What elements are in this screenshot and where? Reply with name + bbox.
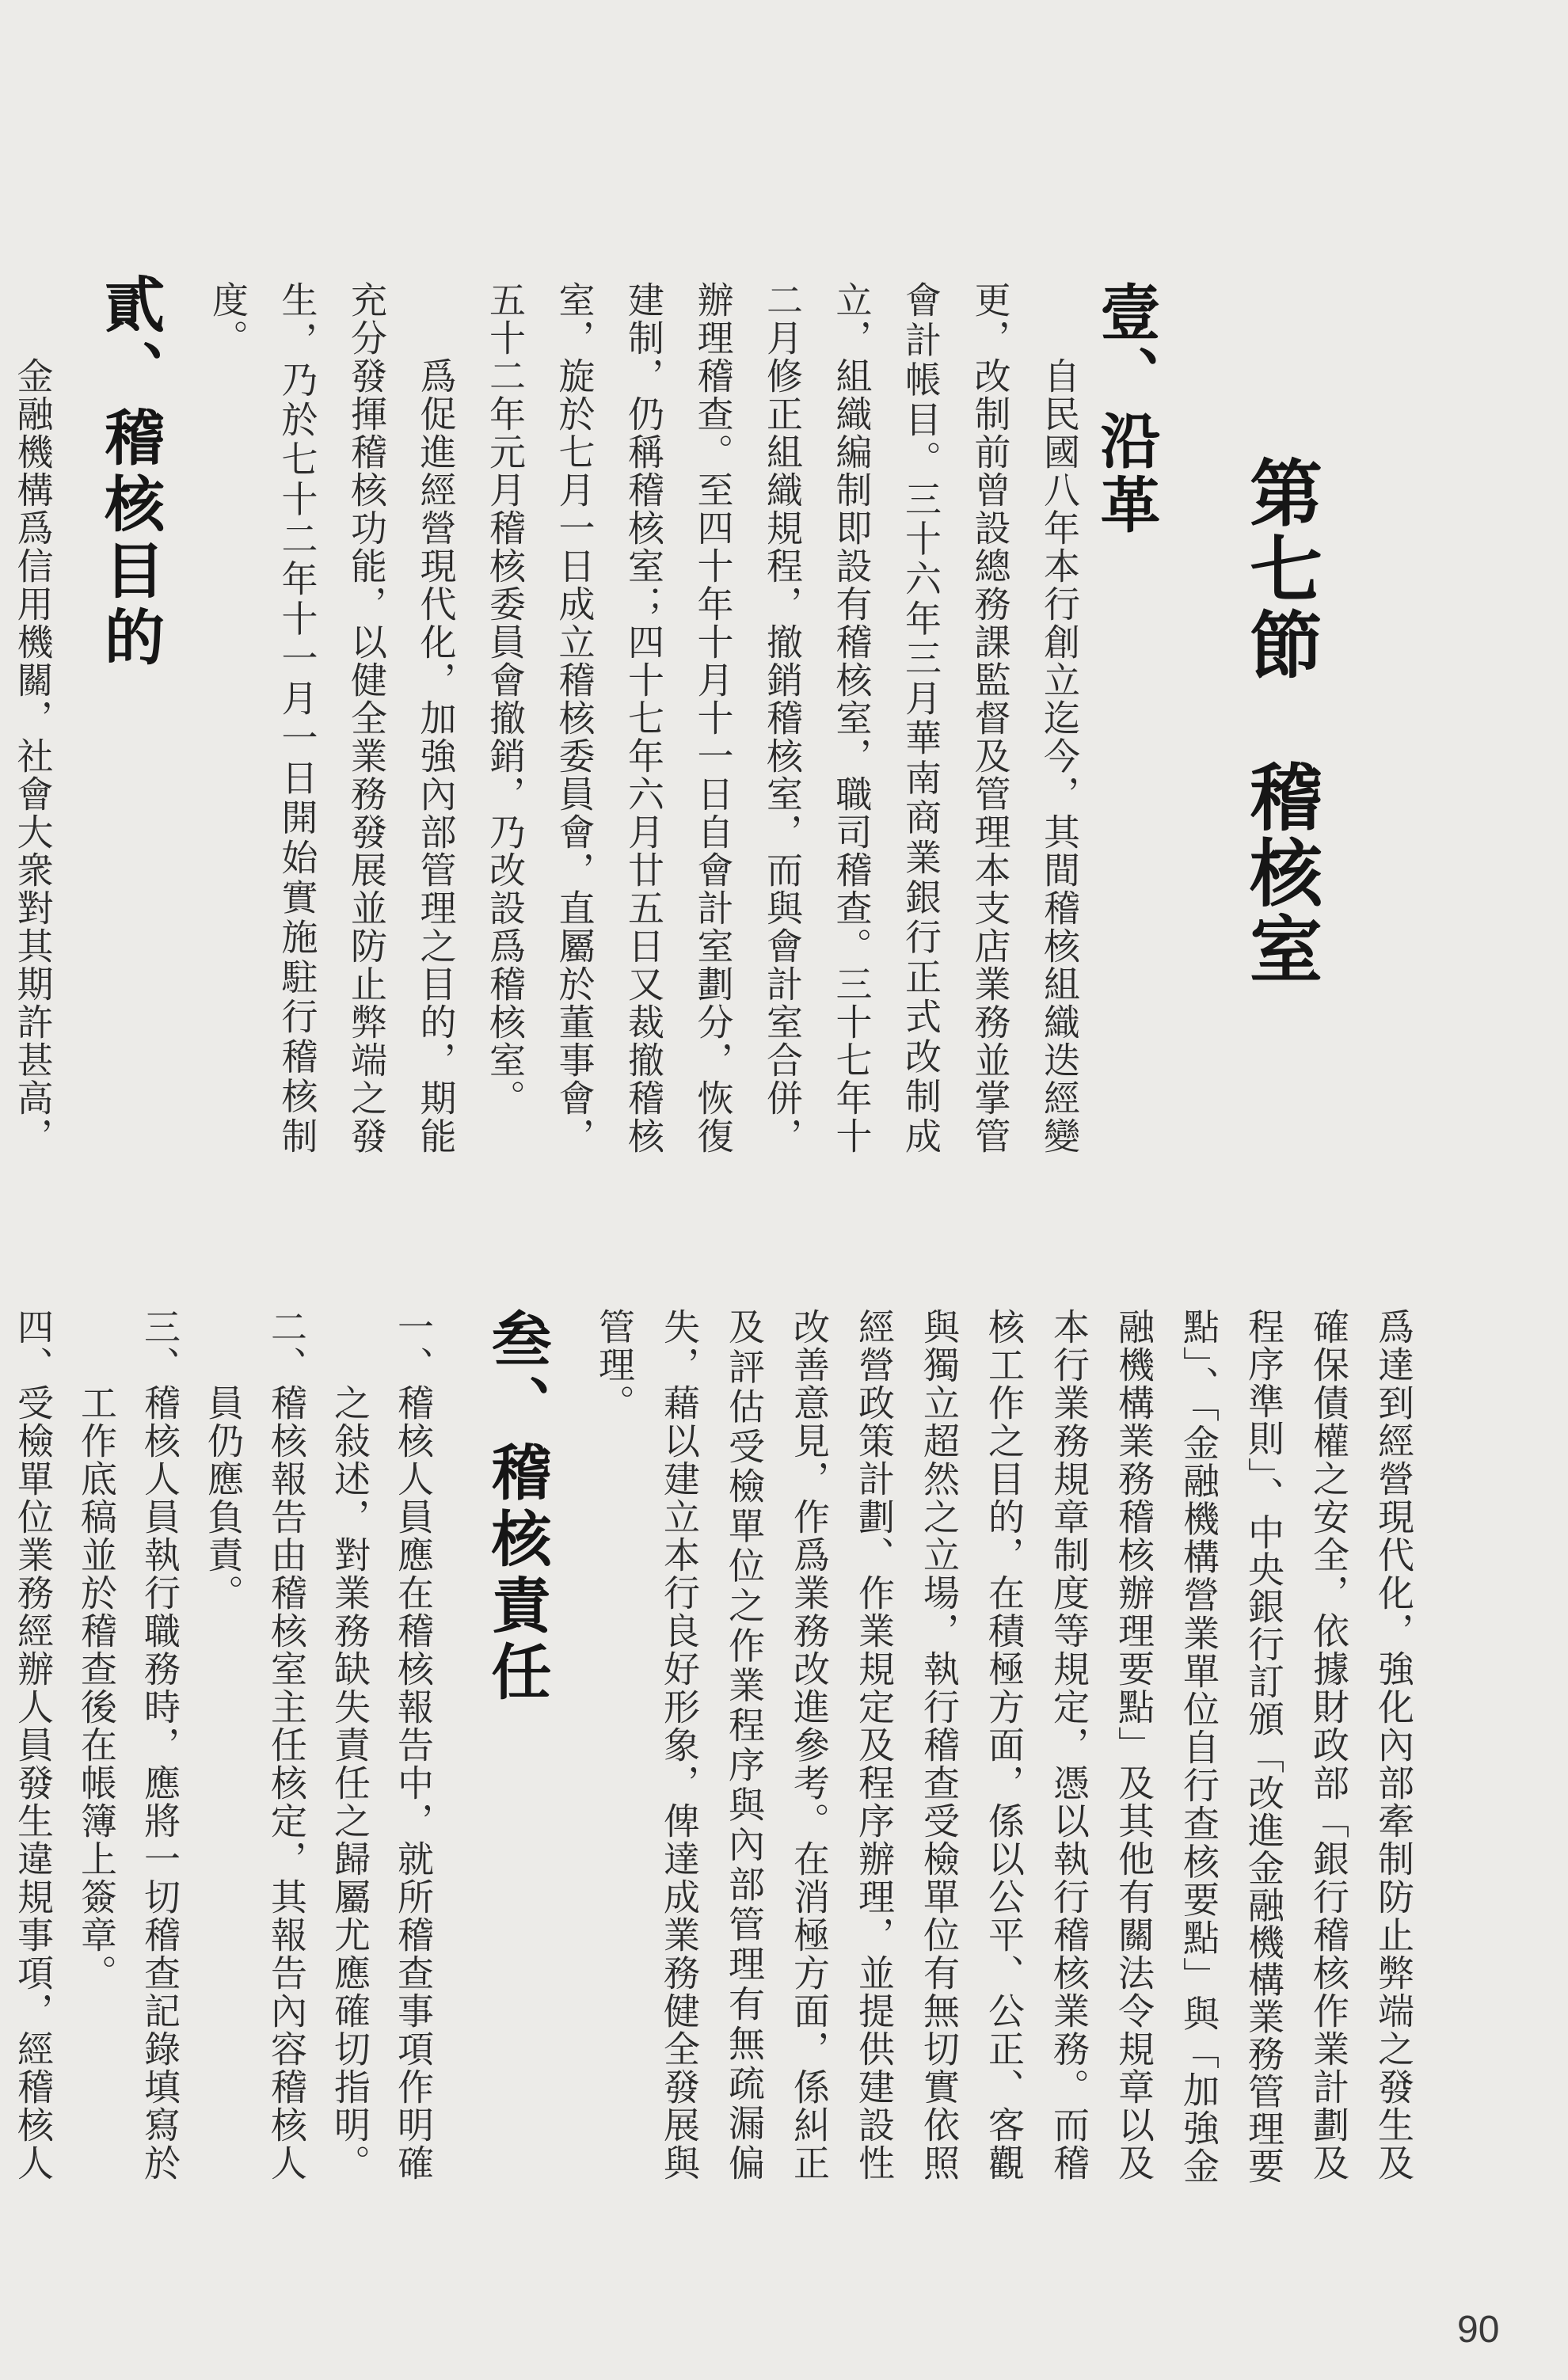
chapter-title: 第七節 稽核室	[1238, 455, 1323, 987]
upper-text-block	[1, 238, 1323, 1155]
body-line: 充分發揮稽核功能，以健全業務發展並防止弊端之發	[345, 281, 388, 1155]
body-line: 融機構業務稽核辦理要點」及其他有關法令規章以及	[1113, 1308, 1155, 2182]
list-line: 一、稽核人員應在稽核報告中，就所稽查事項作明確	[392, 1308, 435, 2182]
body-line: 二月修正組織規程，撤銷稽核室，而與會計室合併，	[761, 281, 804, 1155]
list-item	[192, 1267, 318, 2182]
body-line: 更，改制前曾設總務課監督及管理本支店業務並掌管	[969, 281, 1012, 1155]
responsibility-list	[2, 1267, 445, 2182]
list-item	[318, 1267, 445, 2182]
body-line: 爲達到經營現代化，強化內部牽制防止弊端之發生及	[1372, 1308, 1415, 2182]
body-line: 確保債權之安全，依據財政部「銀行稽核作業計劃及	[1307, 1308, 1350, 2182]
body-line: 程序準則」、中央銀行訂頒「改進金融機構業務管理要	[1243, 1308, 1285, 2182]
body-line: 立，組織編制即設有稽核室，職司稽查。三十七年十	[830, 281, 873, 1155]
body-line: 與獨立超然之立場，執行稽查受檢單位有無切實依照	[918, 1308, 961, 2182]
body-line: 失，藉以建立本行良好形象，俾達成業務健全發展與	[658, 1308, 701, 2182]
list-line: 工作底稿並於稽查後在帳簿上簽章。	[75, 1384, 118, 1992]
list-item	[2, 1267, 65, 2182]
section-heading: 壹、沿革	[1090, 281, 1161, 538]
list-line: 之敍述，對業務缺失責任之歸屬尤應確切指明。	[329, 1384, 371, 2182]
lower-text-block	[2, 1267, 1426, 2182]
body-line: 室，旋於七月一日成立稽核委員會，直屬於董事會，	[553, 281, 596, 1155]
list-line: 二、稽核報告由稽核室主任核定，其報告內容稽核人	[265, 1308, 308, 2182]
body-line: 管理。	[593, 1308, 636, 1422]
body-line: 會計帳目。三十六年三月華南商業銀行正式改制成	[900, 281, 942, 1155]
list-line: 三、稽核人員執行職務時，應將一切稽查記錄填寫於	[139, 1308, 181, 2182]
body-line: 本行業務規章制度等規定，憑以執行稽核業務。而稽	[1048, 1308, 1090, 2182]
body-line: 金融機構爲信用機關，社會大衆對其期許甚高，	[11, 357, 55, 1155]
list-line: 員仍應負責。	[202, 1384, 245, 1612]
body-line: 生，乃於七十二年十一月一日開始實施駐行稽核制	[276, 281, 319, 1155]
body-line: 改善意見，作爲業務改進參考。在消極方面，係糾正	[788, 1308, 831, 2182]
section-heading: 叁、稽核責任	[481, 1308, 552, 1707]
body-line: 五十二年元月稽核委員會撤銷，乃改設爲稽核室。	[484, 281, 527, 1117]
body-line: 核工作之目的，在積極方面，係以公平、公正、客觀	[983, 1308, 1026, 2182]
body-line: 爲促進經營現代化，加強內部管理之目的，期能	[414, 357, 458, 1155]
body-line: 建制，仍稱稽核室；四十七年六月廿五日又裁撤稽核	[622, 281, 665, 1155]
body-line: 自民國八年本行創立迄今，其間稽核組織迭經變	[1038, 357, 1081, 1155]
body-line: 點」、「金融機構營業單位自行查核要點」與「加強金	[1178, 1308, 1220, 2182]
body-line: 度。	[207, 281, 249, 357]
body-line: 經營政策計劃、作業規定及程序辦理，並提供建設性	[853, 1308, 896, 2182]
section-heading: 貳、稽核目的	[94, 273, 166, 672]
page-number: 90	[1457, 2309, 1500, 2351]
body-line: 及評估受檢單位之作業程序與內部管理有無疏漏偏	[723, 1308, 766, 2182]
list-item	[65, 1267, 192, 2182]
list-line: 四、受檢單位業務經辦人員發生違規事項，經稽核人	[12, 1308, 55, 2182]
body-line: 辦理稽查。至四十年十月十一日自會計室劃分，恢復	[691, 281, 735, 1155]
